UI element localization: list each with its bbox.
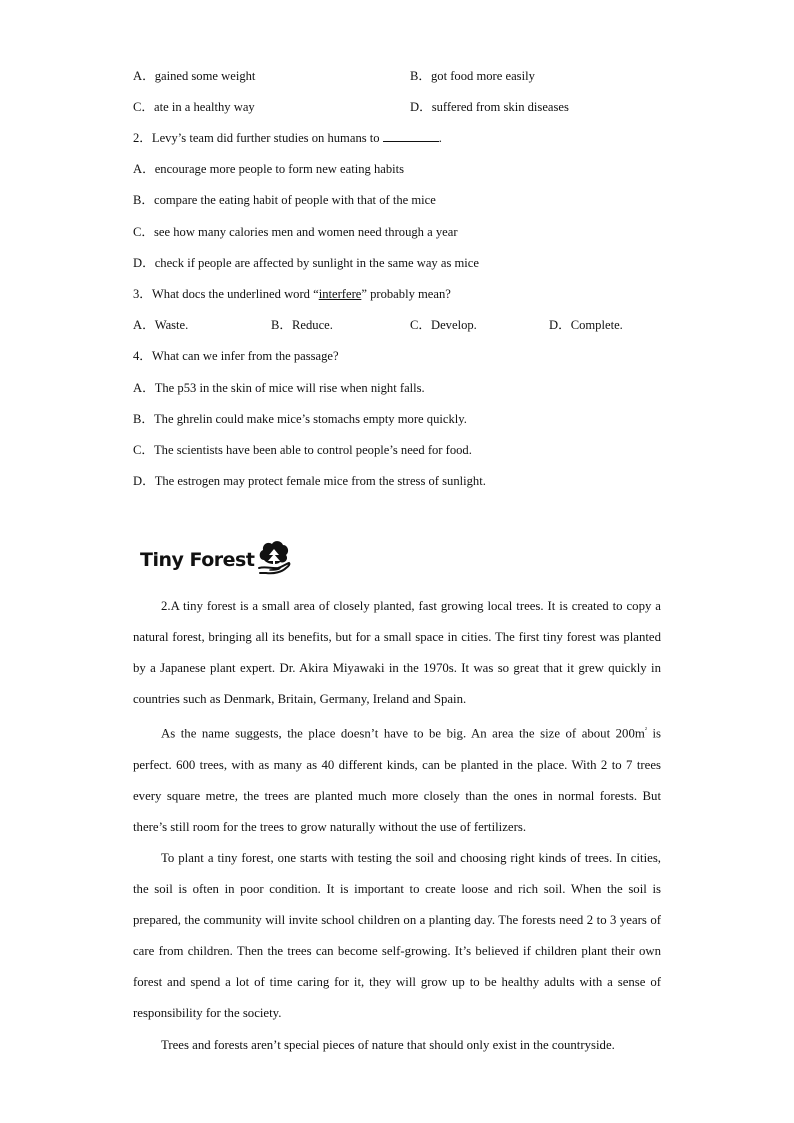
q1-option-d: D．suffered from skin diseases [410,100,569,114]
q4-option-a: A．The p53 in the skin of mice will rise when night falls. [133,381,425,395]
q2-option-c: C．see how many calories men and women need through a year [133,225,458,239]
q3-option-a: A．Waste. [133,318,189,332]
q4-option-d: D．The estrogen may protect female mice from the stress of sunlight. [133,474,486,488]
superscript-2: ² [644,726,647,735]
q3-stem [133,286,451,302]
q2-stem-end: . [438,131,442,145]
q2-option-d: D．check if people are affected by sunlight in the same way as mice [133,256,479,270]
tree-hand-icon [256,538,292,583]
q1-option-c: C．ate in a healthy way [133,100,255,114]
paragraph-2-rest: is perfect. 600 trees, with as many as 40 different kinds, can be planted in the place. With 2 to 7 trees every square metre, the trees are planted much more closely than the ones in normal forests. But there’s still room for the trees to grow naturally without the use of fertilizers. [133,726,661,834]
q1-option-b: B．got food more easily [410,69,535,83]
q1-option-a: A．gained some weight [133,69,256,83]
q3-stem-text: 3．What docs the underlined word “ [133,287,319,301]
q4-option-c: C．The scientists have been able to control people’s need for food. [133,443,472,457]
q2-option-a: A．encourage more people to form new eating habits [133,162,405,176]
logo-text: Tiny Forest [140,549,255,571]
answer-blank [383,130,439,142]
passage-paragraph-3: To plant a tiny forest, one starts with testing the soil and choosing right kinds of trees. In cities, the soil is often in poor condition. It is important to create loose and rich soil. When the soil is prepared, the community will invite school children on a planting day. The forests need 2 to 3 years of care from children. Then the trees can become self-growing. It’s believed if children plant their own forest and spend a lot of time caring for it, they will grow up to be healthy adults with a sense of responsibility for the society. [133,851,661,1021]
q2-option-b: B．compare the eating habit of people with that of the mice [133,193,436,207]
q3-option-c: C．Develop. [410,318,477,332]
paragraph-2-text: As the name suggests, the place doesn’t have to be big. An area the size of about 200m [161,726,645,741]
passage [133,591,661,1061]
passage-paragraph-2 [133,715,661,843]
q4-option-b: B．The ghrelin could make mice’s stomachs empty more quickly. [133,412,467,426]
q2-stem-text: 2．Levy’s team did further studies on humans to [133,131,380,145]
passage-paragraph-1: 2.A tiny forest is a small area of closely planted, fast growing local trees. It is created to copy a natural forest, bringing all its benefits, but for a small space in cities. The first tiny forest was planted by a Japanese plant expert. Dr. Akira Miyawaki in the 1970s. It was so great that it grew quickly in countries such as Denmark, Britain, Germany, Ireland and Spain. [133,599,661,707]
underlined-word: interfere [318,287,362,301]
q3-option-b: B．Reduce. [271,318,333,332]
passage-paragraph-4: Trees and forests aren’t special pieces of nature that should only exist in the countryside. [161,1037,615,1052]
q3-option-d: D．Complete. [549,318,623,332]
q4-stem: 4．What can we infer from the passage? [133,349,339,363]
tiny-forest-logo [140,540,292,580]
q2-stem [133,130,442,146]
q3-stem-end: ” probably mean? [361,287,451,301]
